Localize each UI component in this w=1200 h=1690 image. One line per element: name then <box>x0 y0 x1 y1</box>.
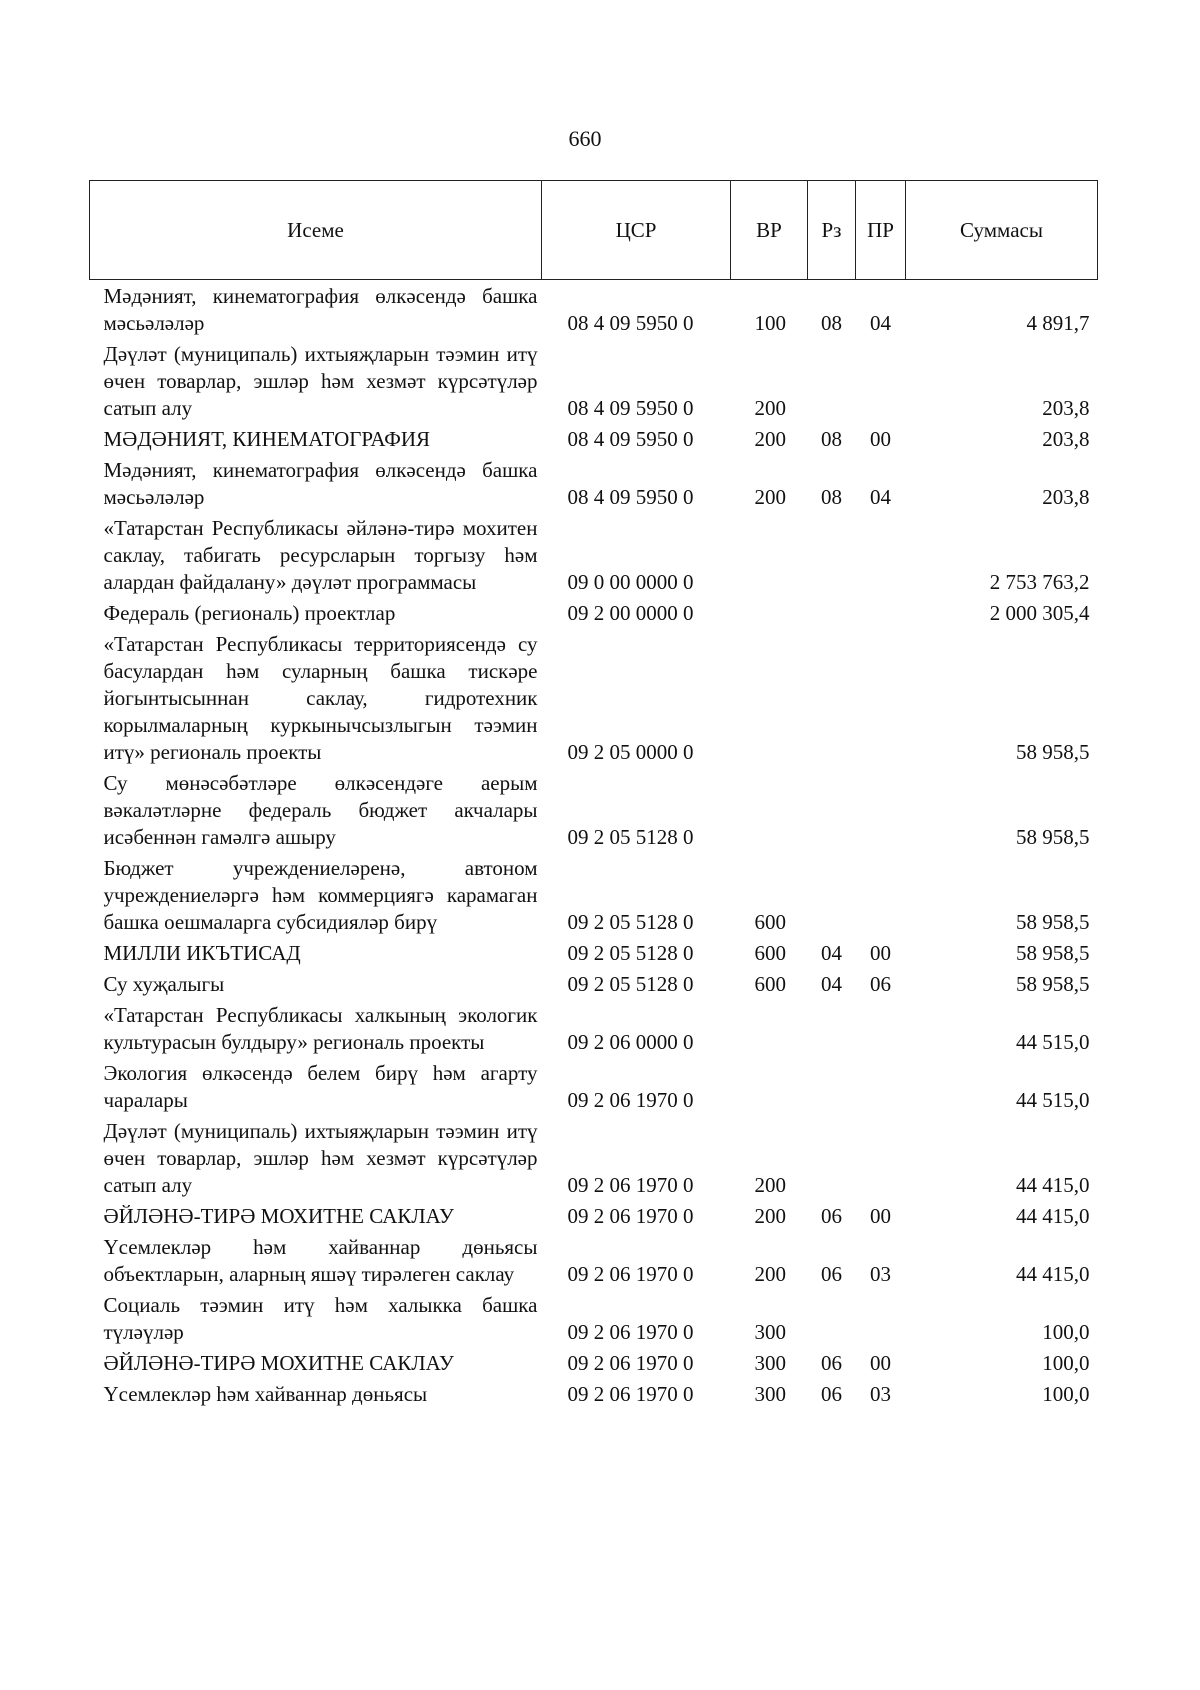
table-row <box>90 1201 1098 1232</box>
table-row <box>90 513 1098 598</box>
cell-csr: 09 2 06 1970 0 <box>567 1320 694 1344</box>
cell-sum: 58 958,5 <box>1016 910 1090 934</box>
cell-rz <box>808 513 856 598</box>
cell-pr: 00 <box>870 1204 891 1228</box>
table-row <box>90 1000 1098 1058</box>
cell-sum: 44 415,0 <box>1016 1262 1090 1286</box>
cell-csr: 09 2 06 1970 0 <box>567 1204 694 1228</box>
cell-sum: 100,0 <box>1042 1382 1090 1406</box>
header-pr: ПР <box>856 181 906 280</box>
table-row <box>90 1379 1098 1410</box>
cell-sum: 4 891,7 <box>1026 311 1090 335</box>
cell-csr: 09 2 06 0000 0 <box>567 1030 694 1054</box>
cell-sum: 58 958,5 <box>1016 825 1090 849</box>
cell-pr <box>856 513 906 598</box>
cell-pr: 00 <box>870 941 891 965</box>
table-row <box>90 629 1098 768</box>
cell-rz <box>808 853 856 938</box>
cell-rz: 06 <box>821 1262 842 1286</box>
cell-rz <box>808 768 856 853</box>
cell-name: Су хуҗалыгы <box>103 972 225 996</box>
table-row <box>90 280 1098 340</box>
cell-csr: 09 2 06 1970 0 <box>567 1262 694 1286</box>
cell-rz <box>808 339 856 424</box>
cell-csr: 09 2 05 5128 0 <box>567 941 694 965</box>
cell-name: Дәүләт (муниципаль) ихтыяҗларын тәэмин итү өчен товарлар, эшләр һәм хезмәт күрсәтүләр сатып алу <box>103 342 538 420</box>
cell-vr: 300 <box>754 1382 786 1406</box>
table-row <box>90 853 1098 938</box>
cell-rz: 06 <box>821 1204 842 1228</box>
cell-pr: 03 <box>870 1262 891 1286</box>
cell-name: Экология өлкәсендә белем бирү һәм агарту чаралары <box>103 1061 538 1112</box>
cell-rz <box>808 1290 856 1348</box>
cell-rz <box>808 598 856 629</box>
cell-vr: 200 <box>754 427 786 451</box>
cell-rz: 08 <box>821 311 842 335</box>
cell-pr: 00 <box>870 1351 891 1375</box>
cell-vr <box>731 1000 808 1058</box>
table-row <box>90 455 1098 513</box>
cell-sum: 100,0 <box>1042 1320 1090 1344</box>
table-row <box>90 1348 1098 1379</box>
cell-pr <box>856 1116 906 1201</box>
cell-name: Су мөнәсәбәтләре өлкәсендәге аерым вәкаләтләрне федераль бюджет акчалары исәбеннән гамәлгә ашыру <box>103 771 538 849</box>
cell-csr: 09 2 05 0000 0 <box>567 740 694 764</box>
table-row <box>90 1290 1098 1348</box>
cell-pr <box>856 629 906 768</box>
cell-sum: 44 415,0 <box>1016 1204 1090 1228</box>
header-sum: Суммасы <box>906 181 1098 280</box>
cell-sum: 100,0 <box>1042 1351 1090 1375</box>
cell-vr <box>731 1058 808 1116</box>
cell-csr: 09 0 00 0000 0 <box>567 570 694 594</box>
cell-rz: 04 <box>821 941 842 965</box>
cell-vr: 100 <box>754 311 786 335</box>
cell-sum: 44 515,0 <box>1016 1088 1090 1112</box>
cell-rz: 08 <box>821 485 842 509</box>
table-body <box>90 280 1098 1411</box>
cell-vr <box>731 629 808 768</box>
cell-vr: 600 <box>754 972 786 996</box>
cell-pr <box>856 1290 906 1348</box>
table-row <box>90 938 1098 969</box>
cell-rz: 08 <box>821 427 842 451</box>
table-row <box>90 424 1098 455</box>
table-row <box>90 768 1098 853</box>
cell-csr: 09 2 06 1970 0 <box>567 1382 694 1406</box>
cell-name: Үсемлекләр һәм хайваннар дөньясы <box>103 1382 428 1406</box>
table-row <box>90 969 1098 1000</box>
cell-name: Дәүләт (муниципаль) ихтыяҗларын тәэмин итү өчен товарлар, эшләр һәм хезмәт күрсәтүләр сатып алу <box>103 1119 538 1197</box>
cell-csr: 08 4 09 5950 0 <box>567 485 694 509</box>
cell-vr <box>731 768 808 853</box>
cell-pr <box>856 1058 906 1116</box>
header-vr: ВР <box>731 181 808 280</box>
cell-csr: 09 2 00 0000 0 <box>567 601 694 625</box>
cell-vr: 300 <box>754 1351 786 1375</box>
cell-rz <box>808 1000 856 1058</box>
cell-csr: 08 4 09 5950 0 <box>567 396 694 420</box>
table-row <box>90 1058 1098 1116</box>
cell-rz <box>808 629 856 768</box>
cell-sum: 44 515,0 <box>1016 1030 1090 1054</box>
cell-name: Федераль (региональ) проектлар <box>103 601 396 625</box>
cell-csr: 09 2 05 5128 0 <box>567 825 694 849</box>
cell-pr <box>856 1000 906 1058</box>
table-row <box>90 1232 1098 1290</box>
cell-pr <box>856 339 906 424</box>
cell-csr: 09 2 05 5128 0 <box>567 910 694 934</box>
budget-table <box>89 180 1098 1410</box>
cell-sum: 58 958,5 <box>1016 941 1090 965</box>
cell-name: МИЛЛИ ИКЪТИСАД <box>103 941 301 965</box>
cell-rz: 04 <box>821 972 842 996</box>
cell-vr <box>731 598 808 629</box>
cell-vr: 600 <box>754 941 786 965</box>
cell-pr <box>856 598 906 629</box>
cell-sum: 203,8 <box>1042 485 1090 509</box>
cell-rz: 06 <box>821 1382 842 1406</box>
cell-sum: 58 958,5 <box>1016 740 1090 764</box>
cell-name: Үсемлекләр һәм хайваннар дөньясы объектларын, аларның яшәү тирәлеген саклау <box>103 1235 538 1286</box>
cell-csr: 09 2 06 1970 0 <box>567 1351 694 1375</box>
cell-sum: 44 415,0 <box>1016 1173 1090 1197</box>
cell-pr: 04 <box>870 485 891 509</box>
cell-vr: 200 <box>754 1204 786 1228</box>
cell-sum: 58 958,5 <box>1016 972 1090 996</box>
cell-name: «Татарстан Республикасы әйләнә-тирә мохитен саклау, табигать ресурсларын торгызу һәм алардан файдалану» дәүләт программасы <box>103 516 538 594</box>
cell-name: Социаль тәэмин итү һәм халыкка башка түләүләр <box>103 1293 538 1344</box>
cell-pr <box>856 853 906 938</box>
header-name: Исеме <box>90 181 542 280</box>
cell-vr: 200 <box>754 1262 786 1286</box>
cell-sum: 203,8 <box>1042 427 1090 451</box>
cell-pr: 03 <box>870 1382 891 1406</box>
cell-name: ӘЙЛӘНӘ-ТИРӘ МОХИТНЕ САКЛАУ <box>103 1204 454 1228</box>
cell-name: МӘДӘНИЯТ, КИНЕМАТОГРАФИЯ <box>103 427 431 451</box>
cell-pr: 04 <box>870 311 891 335</box>
cell-vr: 200 <box>754 396 786 420</box>
cell-sum: 2 000 305,4 <box>989 601 1090 625</box>
cell-csr: 09 2 06 1970 0 <box>567 1173 694 1197</box>
cell-vr: 300 <box>754 1320 786 1344</box>
cell-sum: 203,8 <box>1042 396 1090 420</box>
cell-name: ӘЙЛӘНӘ-ТИРӘ МОХИТНЕ САКЛАУ <box>103 1351 454 1375</box>
cell-vr: 200 <box>754 1173 786 1197</box>
cell-rz <box>808 1058 856 1116</box>
cell-rz <box>808 1116 856 1201</box>
cell-csr: 09 2 06 1970 0 <box>567 1088 694 1112</box>
cell-pr: 00 <box>870 427 891 451</box>
cell-name: Мәдәният, кинематография өлкәсендә башка мәсьәләләр <box>103 458 538 509</box>
table-header <box>90 181 1098 280</box>
header-rz: Рз <box>808 181 856 280</box>
cell-vr: 600 <box>754 910 786 934</box>
cell-name: «Татарстан Республикасы территориясендә су басулардан һәм суларның башка тискәре йогынтысыннан саклау, гидротехник корылмаларның куркынычсызлыгын тәэмин итү» региональ проекты <box>103 632 538 764</box>
cell-name: Бюджет учреждениеләренә, автоном учреждениеләргә һәм коммерциягә карамаган башка оешмаларга субсидияләр бирү <box>103 856 538 934</box>
page-number: 660 <box>568 126 602 151</box>
cell-pr <box>856 768 906 853</box>
cell-pr: 06 <box>870 972 891 996</box>
cell-name: «Татарстан Республикасы халкының экологик культурасын булдыру» региональ проекты <box>103 1003 538 1054</box>
cell-rz: 06 <box>821 1351 842 1375</box>
cell-csr: 09 2 05 5128 0 <box>567 972 694 996</box>
table-row <box>90 339 1098 424</box>
cell-csr: 08 4 09 5950 0 <box>567 427 694 451</box>
cell-name: Мәдәният, кинематография өлкәсендә башка мәсьәләләр <box>103 284 538 335</box>
table-row <box>90 1116 1098 1201</box>
cell-csr: 08 4 09 5950 0 <box>567 311 694 335</box>
cell-vr: 200 <box>754 485 786 509</box>
cell-vr <box>731 513 808 598</box>
cell-sum: 2 753 763,2 <box>989 570 1090 594</box>
header-csr: ЦСР <box>542 181 731 280</box>
table-row <box>90 598 1098 629</box>
